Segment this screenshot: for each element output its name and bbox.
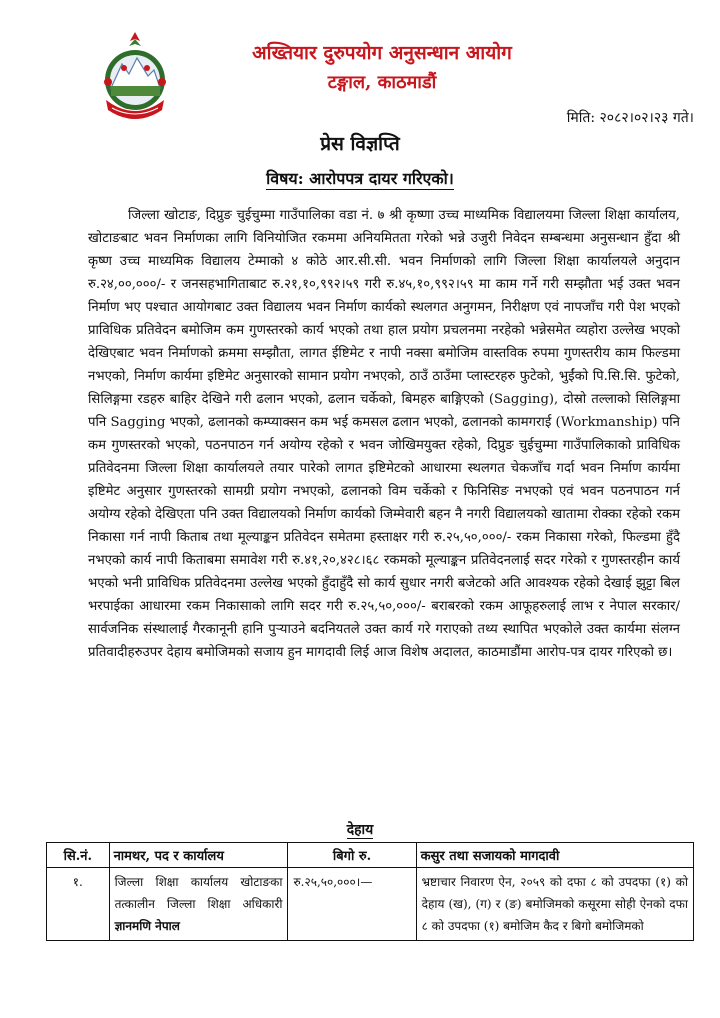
- column-header-serial: सि.नं.: [47, 843, 110, 868]
- body-paragraph: जिल्ला खोटाङ, दिप्रुङ चुईचुम्मा गाउँपालिका वडा नं. ७ श्री कृष्णा उच्च माध्यमिक विद्यालयमा जिल्ला शिक्षा कार्यालय, खोटाङबाट भवन निर्माणका लागि विनियोजित रकममा अनियमितता गरेको भन्ने उजुरी निवेदन सम्बन्धमा अनुसन्धान हुँदा श्री कृष्ण उच्च माध्यमिक विद्यालय टेम्माको ४ कोठे आर.सी.सी. भवन निर्माणको लागि जिल्ला शिक्षा कार्यालयले अनुदान रु.२४,००,०००/- र जनसहभागिताबाट रु.२१,१०,९९२।५९ गरी रु.४५,१०,९९२।५९ मा काम गर्ने गरी सम्झौता भई उक्त भवन निर्माण भए पश्चात आयोगबाट उक्त विद्यालय भवन निर्माण कार्यको स्थलगत अनुगमन, निरीक्षण एवं नापजाँच गरी पेश भएको प्राविधिक प्रतिवेदन बमोजिम कम गुणस्तरको कार्य भएको तथा हाल प्रयोग प्रचलनमा नरहेको भन्नेसमेत व्यहोरा उल्लेख भएको देखिएबाट भवन निर्माणको क्रममा सम्झौता, लागत ईष्टिमेट र नापी नक्सा बमोजिम वास्तविक रुपमा गुणस्तरीय काम फिल्डमा नभएको, निर्माण कार्यमा इष्टिमेट अनुसारको सामान प्रयोग नभएको, ठाउँ ठाउँमा प्लास्टरहरु फुटेको, भुईंको पि.सि.सि. फुटेको, सिलिङ्गमा रडहरु बाहिर देखिने गरी ढलान भएको, ढलान चर्केको, बिमहरु बाङ्गिएको (Sagging), दोस्रो तल्लाको सिलिङ्गमा पनि Sagging भएको, ढलानको कम्प्याक्सन कम भई कमसल ढलान भएको, ढलानको कामगराई (Workmanship) पनि कम गुणस्तरको भएको, पठनपाठन गर्न अयोग्य रहेको र भवन जोखिमयुक्त रहेको, दिप्रुङ चुईचुम्मा गाउँपालिकाको प्राविधिक प्रतिवेदनमा जिल्ला शिक्षा कार्यालयले तयार पारेको लागत इष्टिमेटको आधारमा स्थलगत चेकजाँच गर्दा भवन निर्माण कार्यमा इष्टिमेट अनुसार गुणस्तरको सामग्री प्रयोग नभएको, ढलानको विम चर्केको र फिनिसिङ नभएको एवं भवन पठनपाठन गर्न अयोग्य रहेको देखिएता पनि उक्त विद्यालयको निर्माण कार्यको जिम्मेवारी बहन नै नगरी विद्यालयको खातामा रोक्का रहेको रकम निकासा गर्न नापी किताब तथा मूल्याङ्कन प्रतिवेदन समेतमा हस्ताक्षर गरी रु.२५,५०,०००/- रकम निकासा गरेको, फिल्डमा हुँदै नभएको कार्य नापी किताबमा समावेश गरी रु.४१,२०,४२८।६८ रकमको मूल्याङ्कन प्रतिवेदनलाई सदर गरेको र गुणस्तरहीन कार्य भएको भनी प्राविधिक प्रतिवेदनमा उल्लेख भएको हुँदाहुँदै सो कार्य सुधार नगरी बजेटको अति आवश्यक रहेको देखाई झुट्टा बिल भरपाईका आधारमा रकम निकासाको लागि सदर गरी रु.२५,५०,०००/- बराबरको रकम आफूहरुलाई लाभ र नेपाल सरकार/सार्वजनिक संस्थालाई गैरकानूनी हानि पुऱ्याउने बदनियतले उक्त कार्य गरे गराएको तथ्य स्थापित भएकोले उक्त कार्यमा संलग्न प्रतिवादीहरुउपर देहाय बमोजिमको सजाय हुन मागदावी लिई आज विशेष अदालत, काठमाडौंमा आरोप-पत्र दायर गरिएको छ।: [88, 208, 680, 660]
- organization-address: टङ्गाल, काठमाडौं: [327, 72, 437, 93]
- table-header-row: [47, 843, 694, 868]
- schedule-heading: [0, 820, 720, 839]
- schedule-heading-text: देहाय: [346, 822, 374, 838]
- subject-text: विषय: आरोपपत्र दायर गरिएको।: [266, 169, 454, 188]
- cell-amount: रु.२५,५०,०००।—: [288, 868, 416, 941]
- cell-name-text: जिल्ला शिक्षा कार्यालय खोटाङका तत्कालीन जिल्ला शिक्षा अधिकारी: [114, 875, 283, 911]
- schedule-table: [46, 842, 694, 941]
- defendant-name: ज्ञानमणि नेपाल: [114, 919, 180, 933]
- column-header-name: नामथर, पद र कार्यालय: [109, 843, 288, 868]
- page-title: प्रेस विज्ञप्ति: [320, 133, 400, 155]
- subject-line: [0, 167, 720, 189]
- cell-name: [109, 868, 288, 941]
- column-header-claim: कसुर तथा सजायको मागदावी: [416, 843, 693, 868]
- cell-claim: भ्रष्टाचार निवारण ऐन, २०५९ को दफा ८ को उपदफा (१) को देहाय (ख), (ग) र (ङ) बमोजिमको कसूरमा सोही ऐनको दफा ८ को उपदफा (१) बमोजिम कैद र बिगो बमोजिमको: [416, 868, 693, 941]
- nepal-emblem-icon: [96, 30, 174, 126]
- organization-name: अख्तियार दुरुपयोग अनुसन्धान आयोग: [252, 42, 512, 64]
- table-row: [47, 868, 694, 941]
- cell-serial: १.: [47, 868, 110, 941]
- column-header-amount: बिगो रु.: [288, 843, 416, 868]
- release-date: मिति: २०८२।०२।२३ गते।: [566, 110, 694, 126]
